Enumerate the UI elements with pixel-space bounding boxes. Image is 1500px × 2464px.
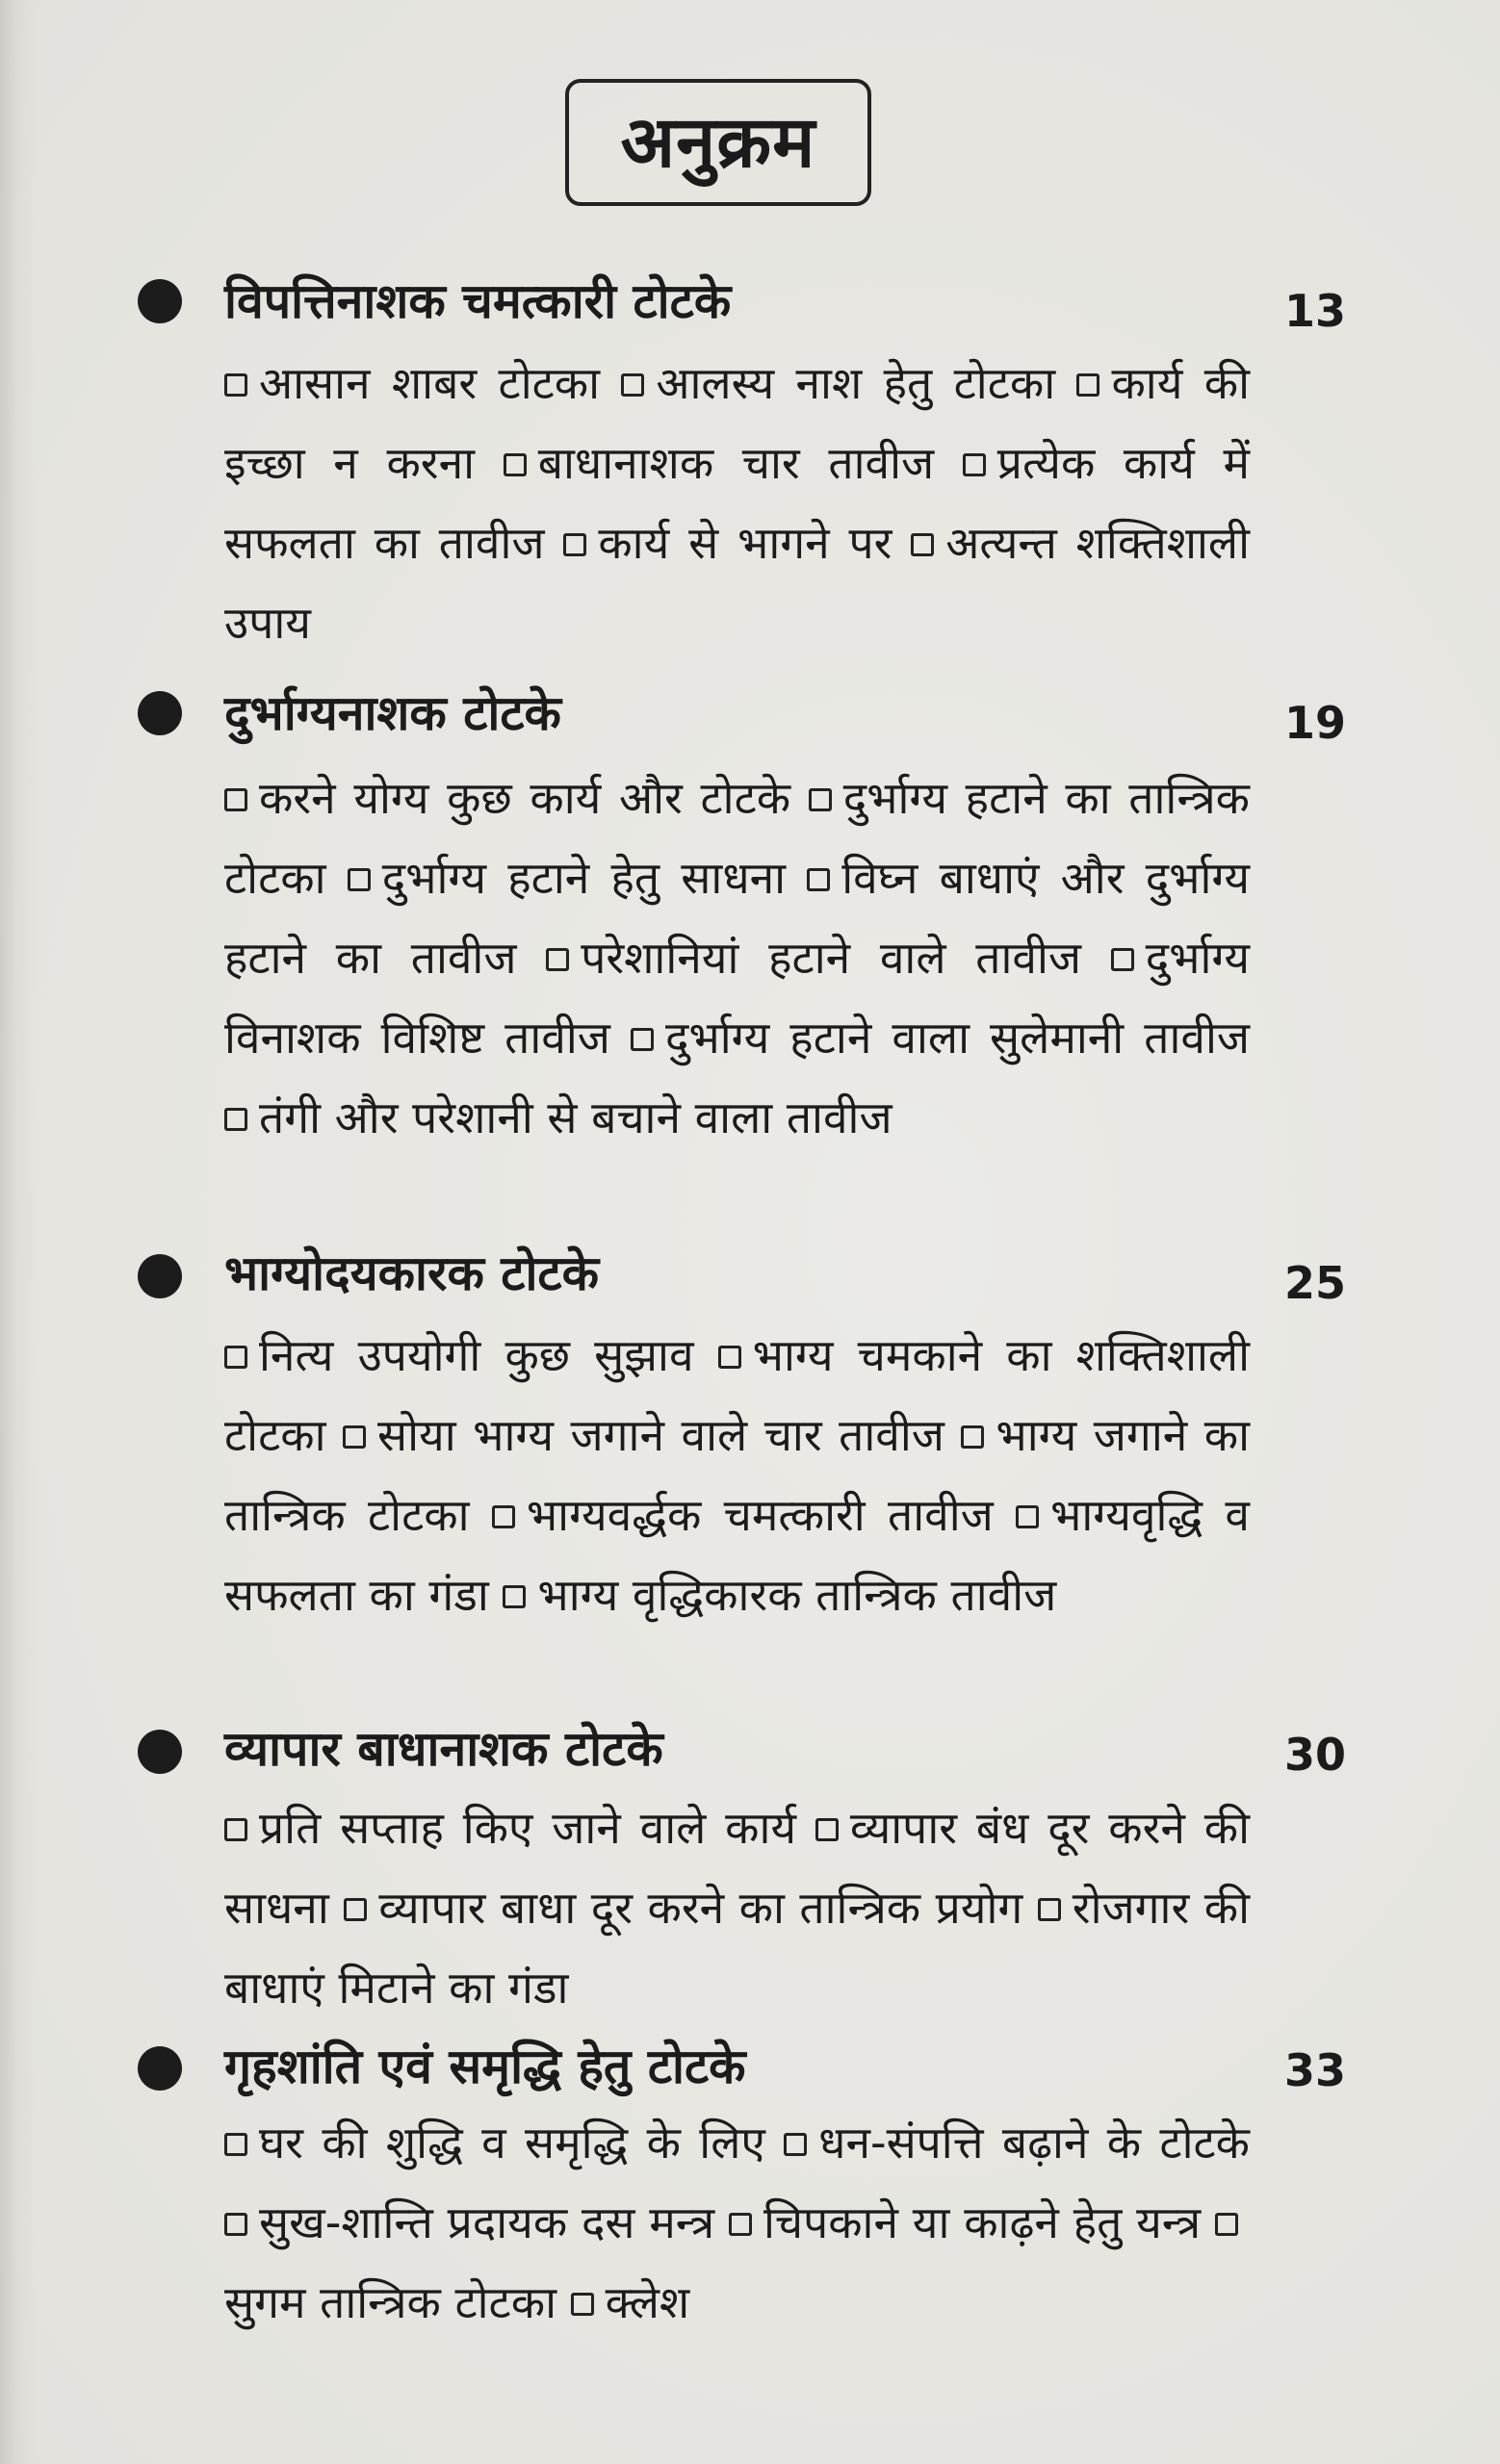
checkbox-square-icon bbox=[224, 1818, 247, 1841]
checkbox-square-icon bbox=[718, 1346, 741, 1369]
toc-item: कार्य से भागने पर bbox=[563, 517, 892, 569]
bullet-icon bbox=[138, 1254, 182, 1298]
checkbox-square-icon bbox=[571, 2293, 594, 2316]
section-heading: विपत्तिनाशक चमत्कारी टोटके bbox=[224, 273, 732, 329]
checkbox-square-icon bbox=[492, 1505, 515, 1528]
toc-item: विघ्न बाधाएं और दुर्भाग्य हटाने का तावीज bbox=[224, 852, 1250, 984]
toc-item: भाग्यवृद्धि व सफलता का गंडा bbox=[224, 1489, 1250, 1621]
toc-item: भाग्य चमकाने का शक्तिशाली टोटका bbox=[224, 1329, 1251, 1461]
toc-item: भाग्य वृद्धिकारक तान्त्रिक तावीज bbox=[503, 1569, 1056, 1621]
bullet-icon bbox=[138, 691, 182, 735]
contents-title: अनुक्रम bbox=[620, 101, 816, 184]
section-heading: भाग्योदयकारक टोटके bbox=[224, 1245, 600, 1301]
section-page-number: 19 bbox=[1283, 697, 1346, 749]
section-items bbox=[224, 1316, 1250, 1635]
toc-item: दुर्भाग्य विनाशक विशिष्ट तावीज bbox=[224, 932, 1251, 1064]
toc-item: दुर्भाग्य हटाने हेतु साधना bbox=[348, 852, 786, 904]
checkbox-square-icon bbox=[1215, 2213, 1238, 2236]
checkbox-square-icon bbox=[815, 1818, 839, 1841]
checkbox-square-icon bbox=[809, 788, 832, 811]
section-page-number: 13 bbox=[1283, 285, 1346, 337]
toc-item: नित्य उपयोगी कुछ सुझाव bbox=[224, 1329, 694, 1381]
toc-item: बाधानाशक चार तावीज bbox=[504, 437, 934, 489]
toc-item: व्यापार बाधा दूर करने का तान्त्रिक प्रयोग bbox=[344, 1882, 1022, 1934]
section-page-number: 30 bbox=[1283, 1729, 1346, 1781]
toc-item: सुख-शान्ति प्रदायक दस मन्त्र bbox=[224, 2196, 714, 2248]
section-page-number: 25 bbox=[1283, 1257, 1346, 1309]
section-items bbox=[224, 2103, 1250, 2343]
toc-item: आलस्य नाश हेतु टोटका bbox=[621, 357, 1055, 409]
checkbox-square-icon bbox=[504, 453, 527, 476]
toc-item: प्रति सप्ताह किए जाने वाले कार्य bbox=[224, 1802, 796, 1854]
toc-item: करने योग्य कुछ कार्य और टोटके bbox=[224, 772, 790, 824]
section-items bbox=[224, 758, 1250, 1158]
toc-item: तंगी और परेशानी से बचाने वाला तावीज bbox=[224, 1091, 892, 1143]
checkbox-square-icon bbox=[348, 868, 371, 891]
checkbox-square-icon bbox=[224, 1346, 247, 1369]
checkbox-square-icon bbox=[1111, 948, 1134, 971]
section-items bbox=[224, 344, 1250, 663]
checkbox-square-icon bbox=[1038, 1898, 1061, 1921]
toc-item: प्रत्येक कार्य में सफलता का तावीज bbox=[224, 437, 1250, 569]
checkbox-square-icon bbox=[621, 373, 644, 397]
checkbox-square-icon bbox=[224, 2213, 247, 2236]
toc-item: भाग्य जगाने का तान्त्रिक टोटका bbox=[224, 1409, 1251, 1541]
toc-item: दुर्भाग्य हटाने वाला सुलेमानी तावीज bbox=[631, 1012, 1250, 1064]
toc-item: क्लेश bbox=[571, 2276, 690, 2328]
checkbox-square-icon bbox=[631, 1028, 654, 1051]
checkbox-square-icon bbox=[224, 1108, 247, 1131]
checkbox-square-icon bbox=[224, 2133, 247, 2156]
toc-item: सुगम तान्त्रिक टोटका bbox=[224, 2196, 1250, 2328]
toc-item: परेशानियां हटाने वाले तावीज bbox=[546, 932, 1081, 984]
checkbox-square-icon bbox=[546, 948, 569, 971]
toc-item: व्यापार बंध दूर करने की साधना bbox=[224, 1802, 1250, 1934]
bullet-icon bbox=[138, 2046, 182, 2091]
toc-item: धन-संपत्ति बढ़ाने के टोटके bbox=[784, 2117, 1250, 2169]
checkbox-square-icon bbox=[1076, 373, 1099, 397]
bullet-icon bbox=[138, 279, 182, 323]
toc-item: आसान शाबर टोटका bbox=[224, 357, 600, 409]
checkbox-square-icon bbox=[224, 373, 247, 397]
checkbox-square-icon bbox=[563, 533, 586, 556]
section-items bbox=[224, 1788, 1250, 2028]
contents-title-box bbox=[565, 79, 871, 206]
checkbox-square-icon bbox=[963, 453, 986, 476]
toc-item: दुर्भाग्य हटाने का तान्त्रिक टोटका bbox=[224, 772, 1250, 904]
checkbox-square-icon bbox=[343, 1425, 366, 1449]
checkbox-square-icon bbox=[784, 2133, 807, 2156]
checkbox-square-icon bbox=[729, 2213, 752, 2236]
bullet-icon bbox=[138, 1730, 182, 1774]
checkbox-square-icon bbox=[1016, 1505, 1039, 1528]
section-heading: व्यापार बाधानाशक टोटके bbox=[224, 1721, 663, 1777]
checkbox-square-icon bbox=[911, 533, 934, 556]
toc-item: चिपकाने या काढ़ने हेतु यन्त्र bbox=[729, 2196, 1201, 2248]
toc-item: सोया भाग्य जगाने वाले चार तावीज bbox=[343, 1409, 944, 1461]
checkbox-square-icon bbox=[224, 788, 247, 811]
toc-item: अत्यन्त शक्तिशाली उपाय bbox=[224, 517, 1250, 649]
checkbox-square-icon bbox=[807, 868, 830, 891]
section-heading: गृहशांति एवं समृद्धि हेतु टोटके bbox=[224, 2039, 746, 2094]
checkbox-square-icon bbox=[503, 1585, 526, 1608]
section-heading: दुर्भाग्यनाशक टोटके bbox=[224, 685, 561, 741]
toc-item: घर की शुद्धि व समृद्धि के लिए bbox=[224, 2117, 765, 2169]
toc-item: कार्य की इच्छा न करना bbox=[224, 357, 1250, 489]
toc-item: भाग्यवर्द्धक चमत्कारी तावीज bbox=[492, 1489, 994, 1541]
checkbox-square-icon bbox=[961, 1425, 984, 1449]
checkbox-square-icon bbox=[344, 1898, 367, 1921]
toc-item: रोजगार की बाधाएं मिटाने का गंडा bbox=[224, 1882, 1251, 2014]
section-page-number: 33 bbox=[1283, 2044, 1346, 2096]
